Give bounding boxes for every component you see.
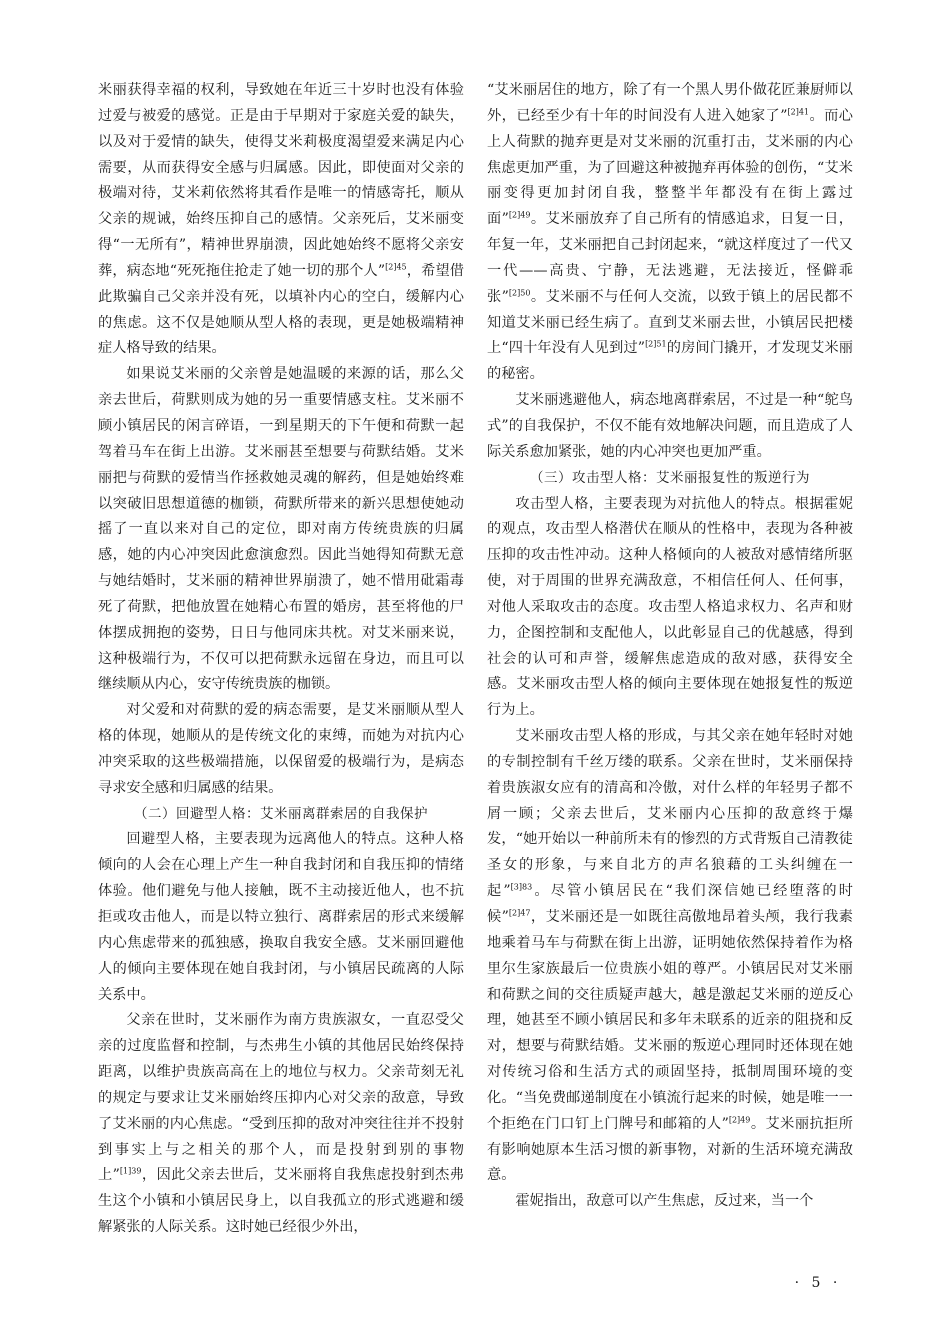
citation: [2]47	[508, 908, 531, 918]
page-number: · 5 ·	[794, 1275, 842, 1291]
citation: [2]49	[728, 1115, 751, 1125]
paragraph: 米丽获得幸福的权利，导致她在年近三十岁时也没有体验过爱与被爱的感觉。正是由于早期对于家庭关爱的缺失，以及对于爱情的缺失，使得艾米莉极度渴望爱来满足内心需要，从而获得安全感与归属感。因此，即使面对父亲的极端对待，艾米莉依然将其看作是唯一的情感寄托，顺从父亲的规诫，始终压抑自己的感情。父亲死后，艾米丽变得“一无所有”，精神世界崩溃，因此她始终不愿将父亲安葬，病态地“死死拖住抢走了她一切的那个人”$^{[2]45}$，希望借此欺骗自己父亲并没有死，以填补内心的空白，缓解内心的焦虑。这不仅是她顺从型人格的表现，更是她极端精神症人格导致的结果。	[98, 82, 464, 357]
paragraph: 艾米丽攻击型人格的形成，与其父亲在她年轻时对她的专制控制有千丝万缕的联系。父亲在世时，艾米丽保持着贵族淑女应有的清高和冷傲，对什么样的年轻男子都不屑一顾；父亲去世后，艾米丽内心压抑的敌意终于爆发，“她开始以一种前所未有的惨烈的方式背叛自己清教徒圣女的形象，与来自北方的声名狼藉的工头纠缠在一起”$^{[3]83}$。尽管小镇居民在“我们深信她已经堕落的时候”$^{[2]47}$，艾米丽还是一如既往高傲地昂着头颅，我行我素地乘着马车与荷默在街上出游，证明她依然保持着作为格里尔生家族最后一位贵族小姐的尊严。小镇居民对艾米丽和荷默之间的交往质疑声越大，越是激起艾米丽的逆反心理，她甚至不顾小镇居民和多年未联系的近亲的阻挠和反对，想要与荷默结婚。艾米丽的叛逆心理同时还体现在她对传统习俗和生活方式的顽固坚持，抵制周围环境的变化。“当免费邮递制度在小镇流行起来的时候，她是唯一一个拒绝在门口钉上门牌号和邮箱的人”$^{[2]49}$。艾米丽抗拒所有影响她原本生活习惯的新事物，对新的生活环境充满敌意。	[487, 728, 853, 1184]
citation: [2]45	[385, 262, 407, 272]
paragraph: 父亲在世时，艾米丽作为南方贵族淑女，一直忍受父亲的过度监督和控制，与杰弗生小镇的其他居民始终保持距离，以维护贵族高高在上的地位与权力。父亲苛刻无礼的规定与要求让艾米丽始终压抑内心对父亲的敌意，导致了艾米丽的内心焦虑。“受到压抑的敌对冲突往往并不投射到事实上与之相关的那个人，而是投射到别的事物上”$^{[1]39}$，因此父亲去世后，艾米丽将自我焦虑投射到杰弗生这个小镇和小镇居民身上，以自我孤立的形式逃避和缓解紧张的人际关系。这时她已经很少外出，	[98, 1012, 464, 1236]
paragraph: 如果说艾米丽的父亲曾是她温暖的来源的话，那么父亲去世后，荷默则成为她的另一重要情感支柱。艾米丽不顾小镇居民的闲言碎语，一到星期天的下午便和荷默一起驾着马车在街上出游。艾米丽甚至想要与荷默结婚。艾米丽把与荷默的爱情当作拯救她灵魂的解药，但是她始终难以突破旧思想道德的枷锁，荷默所带来的新兴思想使她动摇了一直以来对自己的定位，即对南方传统贵族的归属感，她的内心冲突因此愈演愈烈。因此当她得知荷默无意与她结婚时，艾米丽的精神世界崩溃了，她不惜用砒霜毒死了荷默，把他放置在她精心布置的婚房，甚至将他的尸体摆成拥抱的姿势，日日与他同床共枕。对艾米丽来说，这种极端行为，不仅可以把荷默永远留在身边，而且可以继续顺从内心，安守传统贵族的枷锁。	[98, 366, 464, 693]
paragraph: 攻击型人格，主要表现为对抗他人的特点。根据霍妮的观点，攻击型人格潜伏在顺从的性格中，表现为各种被压抑的攻击性冲动。这种人格倾向的人被敌对感情绪所驱使，对于周围的世界充满敌意，不相信任何人、任何事，对他人采取攻击的态度。攻击型人格追求权力、名声和财力，企图控制和支配他人，以此彰显自己的优越感，得到社会的认可和声誉，缓解焦虑造成的敌对感，获得安全感。艾米丽攻击型人格的倾向主要体现在她报复性的叛逆行为上。	[487, 495, 853, 719]
citation: [2]41	[787, 107, 809, 117]
paragraph: 霍妮指出，敌意可以产生焦虑，反过来，当一个	[515, 1193, 814, 1210]
citation: [2]50	[508, 288, 531, 298]
paragraph: 对父爱和对荷默的爱的病态需要，是艾米丽顺从型人格的体现，她顺从的是传统文化的束缚，而她为对抗内心冲突采取的这些极端措施，以保留爱的极端行为，是病态寻求安全感和归属感的结果。	[98, 702, 464, 796]
citation: [2]49	[508, 210, 531, 220]
left-column	[98, 78, 464, 1241]
right-column	[487, 78, 853, 1215]
paragraph: 回避型人格，主要表现为远离他人的特点。这种人格倾向的人会在心理上产生一种自我封闭和自我压抑的情绪体验。他们避免与他人接触，既不主动接近他人，也不抗拒或攻击他人，而是以特立独行、离群索居的形式来缓解内心焦虑带来的孤独感，换取自我安全感。艾米丽回避他人的倾向主要体现在她自我封闭，与小镇居民疏离的人际关系中。	[98, 831, 464, 1003]
paragraph: “艾米丽居住的地方，除了有一个黑人男仆做花匠兼厨师以外，已经至少有十年的时间没有人进入她家了”$^{[2]41}$。而心上人荷默的抛弃更是对艾米丽的沉重打击，艾米丽的内心焦虑更加严重，为了回避这种被抛弃再体验的创伤，“艾米丽变得更加封闭自我，整整半年都没有在街上露过面”$^{[2]49}$。艾米丽放弃了自己所有的情感追求，日复一日，年复一年，艾米丽把自己封闭起来，“就这样度过了一代又一代——高贵、宁静，无法逃避，无法接近，怪僻乖张”$^{[2]50}$。艾米丽不与任何人交流，以致于镇上的居民都不知道艾米丽已经生病了。直到艾米丽去世，小镇居民把楼上“四十年没有人见到过”$^{[2]51}$的房间门撬开，才发现艾米丽的秘密。	[487, 82, 853, 383]
citation: [2]51	[645, 339, 667, 349]
section-heading: （三）攻击型人格：艾米丽报复性的叛逆行为	[530, 469, 810, 486]
section-heading: （二）回避型人格：艾米丽离群索居的自我保护	[134, 805, 428, 822]
citation: [1]39	[119, 1166, 142, 1176]
paragraph: 艾米丽逃避他人，病态地离群索居，不过是一种“鸵鸟式”的自我保护，不仅不能有效地解决问题，而且造成了人际关系愈加紧张，她的内心冲突也更加严重。	[487, 392, 853, 460]
citation: [3]83	[510, 882, 533, 892]
